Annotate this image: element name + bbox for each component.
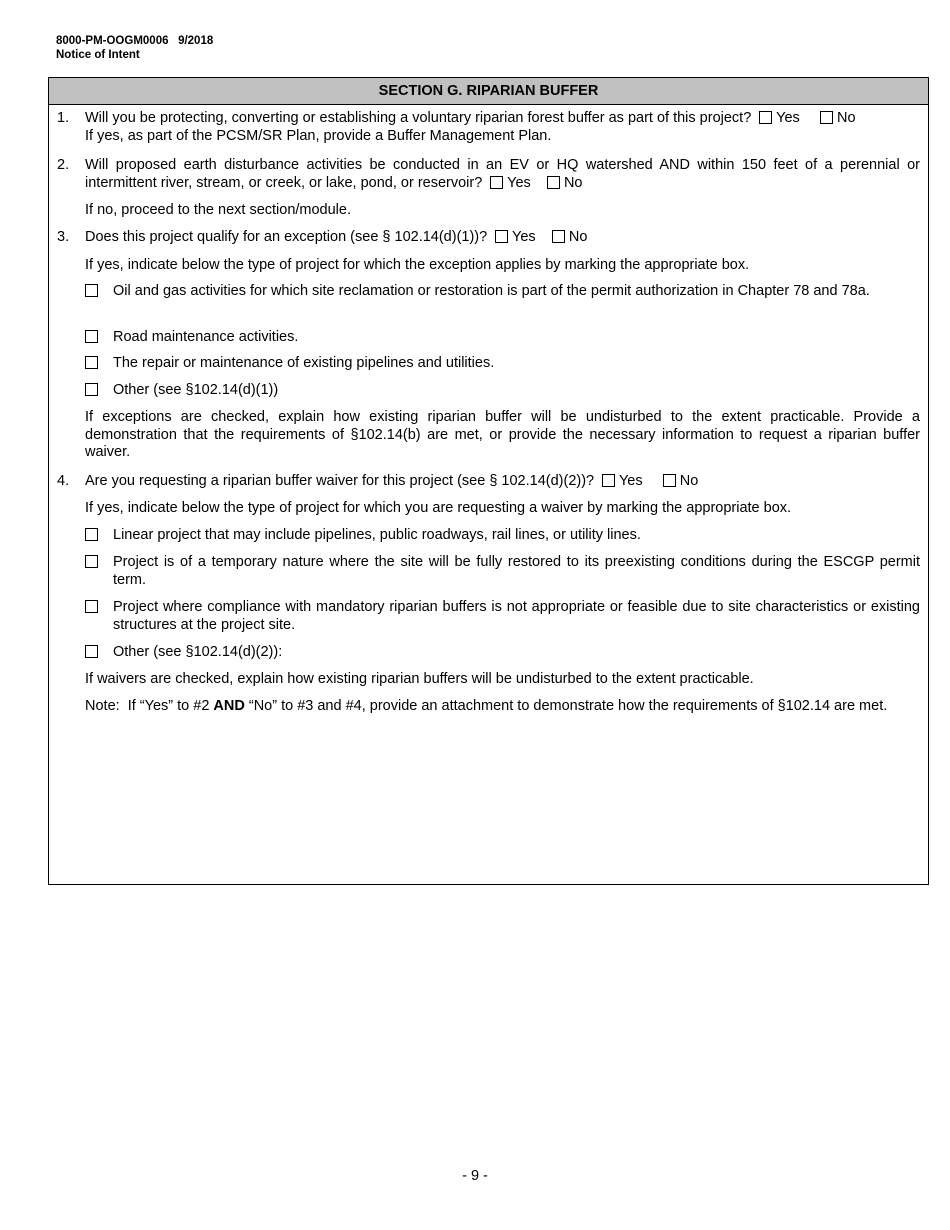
waiver-option-label: Other (see §102.14(d)(2)): [113,644,283,660]
exception-option-label: Other (see §102.14(d)(1)) [113,382,279,398]
no-label: No [836,110,856,126]
question-number: 3. [57,229,70,245]
waiver-option-checkbox[interactable] [85,555,98,568]
waiver-option-checkbox[interactable] [85,528,98,541]
no-checkbox[interactable] [663,474,676,487]
yes-no-group [491,229,587,245]
question-number: 2. [57,157,70,173]
exception-option-label: Oil and gas activities for which site reclamation or restoration is part of the permit authorization in Chapter 78 and 78a. [113,283,870,299]
response-area[interactable] [85,745,920,875]
section-title: SECTION G. RIPARIAN BUFFER [49,78,928,105]
no-label: No [563,174,583,191]
exception-option-checkbox[interactable] [85,356,98,369]
no-checkbox[interactable] [547,176,560,189]
exception-option-checkbox[interactable] [85,284,98,297]
section-g-box: SECTION G. RIPARIAN BUFFER 1. Will you be protecting, converting or establishing a voluntary riparian forest buffer as part of this project? Yes No If yes, as part of the PCSM/SR Plan, provide a Buffer Management Plan. 2. Will proposed earth disturbance activities be conducted in an EV or HQ watershed AND within 150 feet of a perennial or intermittent river, stream, or creek, or lake, pond, or reservoir? Yes No If no, proceed to the next section/module. 3. Does this project qualify for an exception (see § 102.14(d)(1))? Yes No If yes, indicate below the type of project for which the exception applies by marking the appropriate box. Oil and gas activities for which site reclamation or restoration is part of the permit authorization in Chapter 78 and 78a. Road maintenance activities. The repair or maintenance of existing pipelines and utilities. Other (see §102.14(d)(1)) If exceptions are checked, explain how existing riparian buffer will be undisturbed to the extent practicable. Provide a demonstration that the requirements of §102.14(b) are met, or provide the necessary information to request a riparian buffer waiver. 4. Are you requesting a riparian buffer waiver for this project (see § 102.14(d)(2))? Yes No If yes, indicate below the type of project for which you are requesting a waiver by marking the appropriate box. Linear project that may include pipelines, public roadways, rail lines, or utility lines. Project is of a temporary nature where the site will be fully restored to its preexisting conditions during the ESCGP permit term. Project where compliance with mandatory riparian buffers is not appropriate or feasible due to site characteristics or existing structures at the project site. Other (see §102.14(d)(2)): If waivers are checked, explain how existing riparian buffers will be undisturbed to the extent practicable. Note: If “Yes” to #2 AND “No” to #3 and #4, provide an attachment to demonstrate how the requirements of §102.14 are met. [48,77,929,885]
no-label: No [679,473,699,489]
form-title: Notice of Intent [56,49,140,61]
question-subtext: If yes, as part of the PCSM/SR Plan, provide a Buffer Management Plan. [85,127,552,144]
waiver-option-checkbox[interactable] [85,645,98,658]
exception-option-checkbox[interactable] [85,383,98,396]
exception-option-label: The repair or maintenance of existing pipelines and utilities. [113,355,495,371]
no-checkbox[interactable] [552,230,565,243]
exception-option-label: Road maintenance activities. [113,329,299,345]
yes-no-group [598,473,698,489]
question-text: Does this project qualify for an exception (see § 102.14(d)(1))? [85,229,488,245]
waiver-option-label: Project is of a temporary nature where the site will be fully restored to its preexisting conditions during the ESCGP permit term. [113,554,920,588]
form-id: 8000-PM-OOGM0006 9/2018 [56,35,214,47]
question-number: 1. [57,110,70,126]
form-header [56,34,213,62]
no-checkbox[interactable] [820,111,833,124]
yes-checkbox[interactable] [759,111,772,124]
note-bold: AND [213,698,245,714]
yes-label: Yes [512,229,536,245]
yes-no-group [486,175,582,191]
waiver-option-label: Linear project that may include pipelines, public roadways, rail lines, or utility lines. [113,527,641,543]
page-number: - 9 - [462,1168,488,1184]
note-suffix: “No” to #3 and #4, provide an attachment to demonstrate how the requirements of §102.14 are met. [244,698,888,714]
question-text: Are you requesting a riparian buffer waiver for this project (see § 102.14(d)(2))? [85,473,595,489]
yes-no-group [755,110,855,126]
exception-option-checkbox[interactable] [85,330,98,343]
yes-label: Yes [618,473,643,489]
yes-checkbox[interactable] [602,474,615,487]
waiver-option-checkbox[interactable] [85,600,98,613]
note-prefix: Note: If “Yes” to #2 [85,698,214,714]
question-text: Will you be protecting, converting or establishing a voluntary riparian forest buffer as part of this project? [85,110,752,126]
waiver-option-label: Project where compliance with mandatory riparian buffers is not appropriate or feasible due to site characteristics or existing structures at the project site. [113,599,920,633]
yes-checkbox[interactable] [490,176,503,189]
no-label: No [568,229,588,245]
question-text: Will proposed earth disturbance activities be conducted in an EV or HQ watershed AND within 150 feet of a perennial or intermittent river, stream, or creek, or lake, pond, or reservoir? [85,157,920,191]
yes-label: Yes [507,174,531,191]
yes-label: Yes [776,110,800,126]
yes-checkbox[interactable] [495,230,508,243]
question-number: 4. [57,473,70,489]
